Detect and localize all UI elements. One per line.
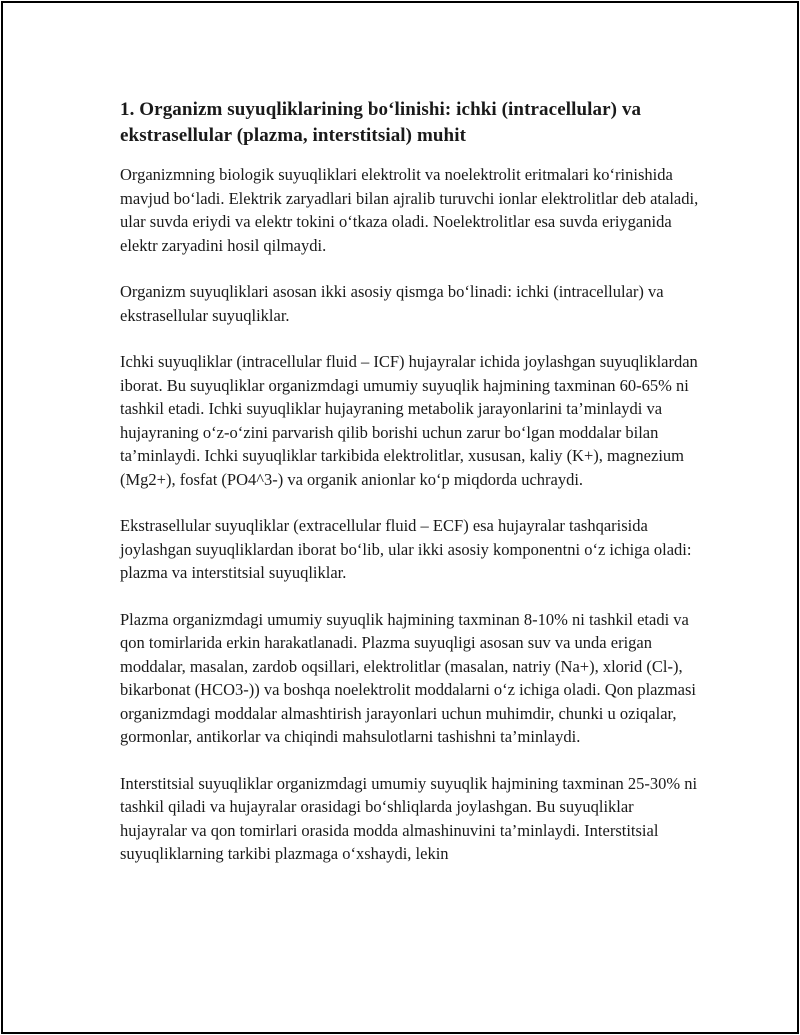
page <box>1 1 799 1034</box>
section-heading: 1. Organizm suyuqliklarining bo‘linishi: ichki (intracellular) va ekstrasellular (plazma, interstitsial) muhit <box>120 99 642 146</box>
paragraph-fluid-division: Organizm suyuqliklari asosan ikki asosiy qismga bo‘linadi: ichki (intracellular) va ekstrasellular suyuqliklar. <box>120 282 664 325</box>
paragraph-plasma: Plazma organizmdagi umumiy suyuqlik hajmining taxminan 8-10% ni tashkil etadi va qon tomirlarida erkin harakatlanadi. Plazma suyuqligi asosan suv va unda erigan moddalar, masalan, zardob oqsillari, elektrolitlar (masalan, natriy (Na+), xlorid (Cl-), bikarbonat (HCO3-)) va boshqa noelektrolit moddalarni o‘z ichiga oladi. Qon plazmasi organizmdagi moddalar almashtirish jarayonlari uchun muhimdir, chunki u oziqalar, gormonlar, antikorlar va chiqindi mahsulotlarni tashishni ta’minlaydi. <box>120 609 696 746</box>
paragraph-interstitial: Interstitsial suyuqliklar organizmdagi umumiy suyuqlik hajmining taxminan 25-30% ni tashkil qiladi va hujayralar orasidagi bo‘shliqlarda joylashgan. Bu suyuqliklar hujayralar va qon tomirlari orasida modda almashinuvini ta’minlaydi. Interstitsial suyuqliklarning tarkibi plazmaga o‘xshaydi, lekin <box>120 773 698 863</box>
paragraph-electrolytes: Organizmning biologik suyuqliklari elektrolit va noelektrolit eritmalari ko‘rinishida mavjud bo‘ladi. Elektrik zaryadlari bilan ajralib turuvchi ionlar elektrolitlar deb ataladi, ular suvda eriydi va elektr tokini o‘tkaza oladi. Noelektrolitlar esa suvda eriyganida elektr zaryadini hosil qilmaydi. <box>120 165 699 255</box>
paragraph-intracellular: Ichki suyuqliklar (intracellular fluid – ICF) hujayralar ichida joylashgan suyuqliklardan iborat. Bu suyuqliklar organizmdagi umumiy suyuqlik hajmining taxminan 60-65% ni tashkil etadi. Ichki suyuqliklar hujayraning metabolik jarayonlarini ta’minlaydi va hujayraning o‘z-o‘zini parvarish qilib borishi uchun zarur bo‘lgan moddalar bilan ta’minlaydi. Ichki suyuqliklar tarkibida elektrolitlar, xususan, kaliy (K+), magnezium (Mg2+), fosfat (PO4^3-) va organik anionlar ko‘p miqdorda uchraydi. <box>120 352 698 489</box>
document-body <box>120 97 700 889</box>
paragraph-extracellular: Ekstrasellular suyuqliklar (extracellular fluid – ECF) esa hujayralar tashqarisida joylashgan suyuqliklardan iborat bo‘lib, ular ikki asosiy komponentni o‘z ichiga oladi: plazma va interstitsial suyuqliklar. <box>120 516 692 582</box>
